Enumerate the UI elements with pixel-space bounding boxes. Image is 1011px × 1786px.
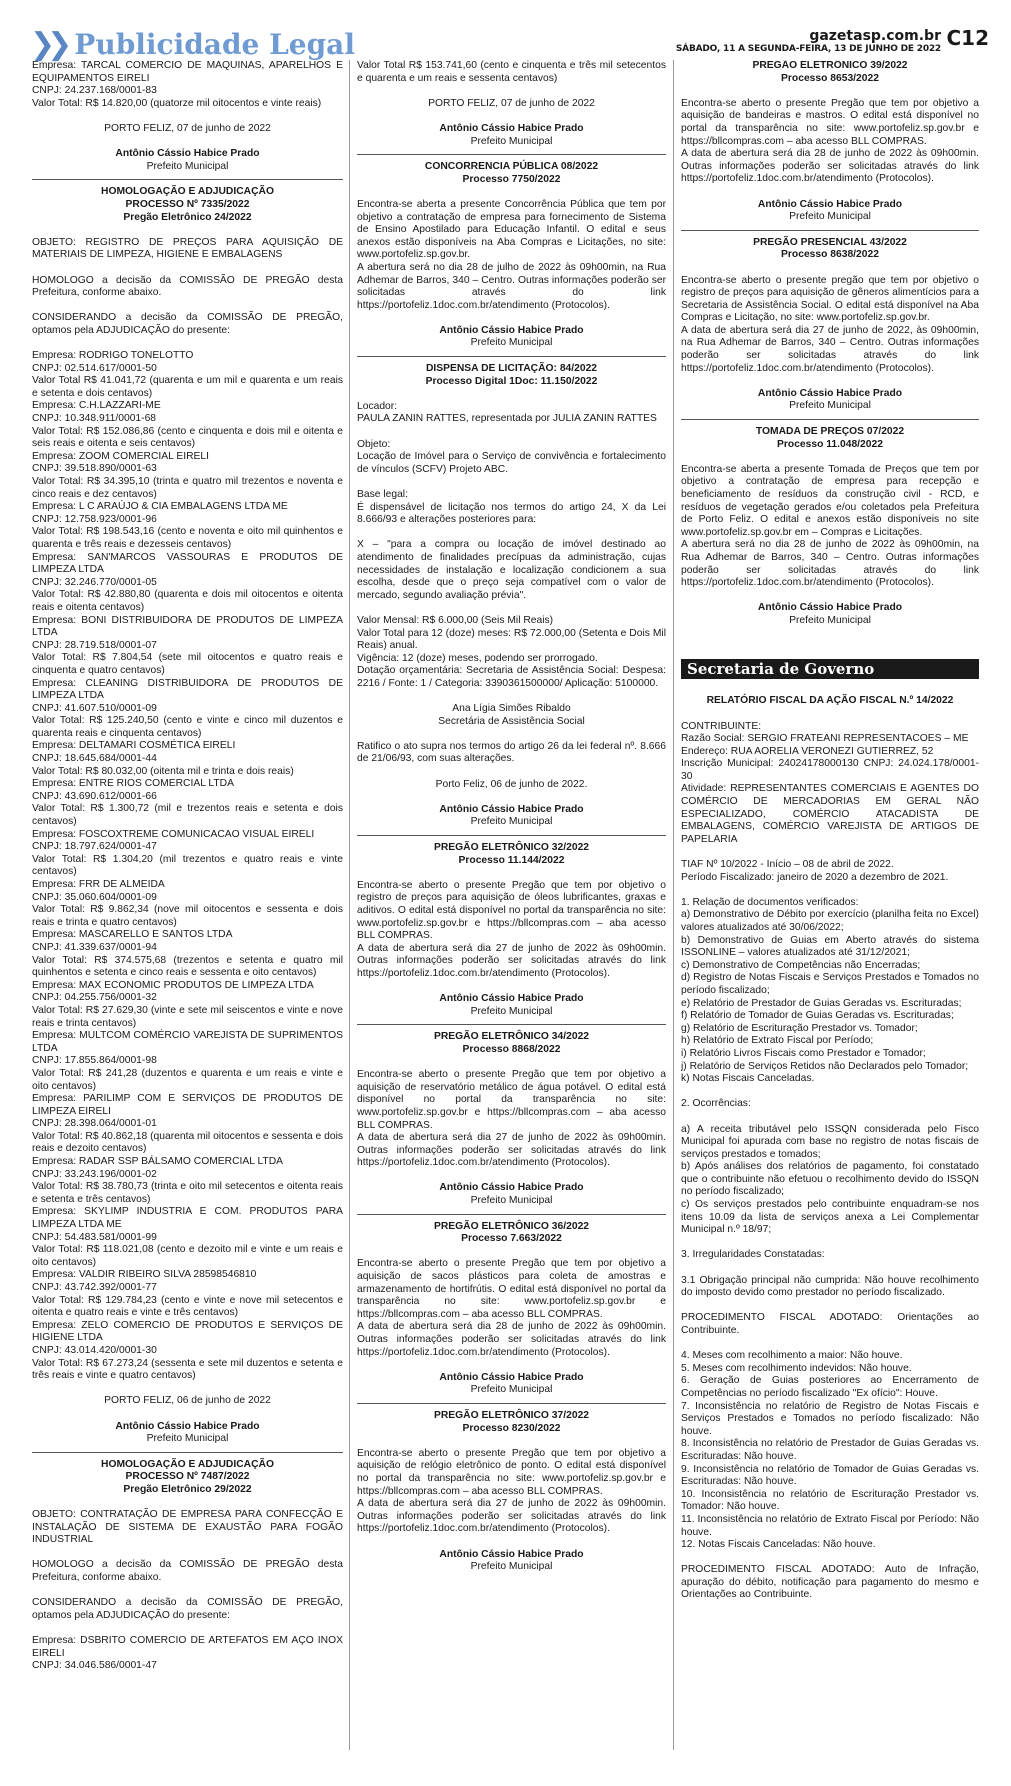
body-text: Valor Total: R$ 152.086,86 (cento e cinquenta e dois mil e oitenta e seis reais e oitenta e seis centavos) (32, 425, 343, 450)
body-text: A abertura será no dia 28 de julho de 2022 às 09h00min, na Rua Adhemar de Barros, 340 – Centro. Outras informações poderão ser solicitadas através do link https://portofeliz.1doc.com.br/atendimento (Protocolos). (357, 261, 666, 311)
body-text: Empresa: RADAR SSP BÁLSAMO COMERCIAL LTDA (32, 1156, 284, 1168)
centered-text: Prefeito Municipal (470, 816, 553, 828)
body-text: Encontra-se aberto o presente pregão que tem por objetivo o registro de preços para aquisição de gêneros alimentícios para a Secretaria de Assistência Social. O edital está disponível na Aba Compras e Licitação, no site: www.portofeliz.sp.gov.br. (681, 274, 979, 324)
body-text: h) Relatório de Extrato Fiscal por Período; (681, 1035, 874, 1047)
page-header (0, 0, 1011, 64)
body-text: f) Relatório de Tomador de Guias Geradas vs. Escrituradas; (681, 1010, 954, 1022)
spacer (357, 426, 666, 439)
spacer (357, 728, 666, 741)
spacer (357, 312, 666, 325)
body-text: 12. Notas Fiscais Canceladas: Não houve. (681, 1539, 876, 1551)
spacer (32, 110, 343, 123)
spacer (32, 1497, 343, 1510)
spacer (681, 262, 979, 275)
body-text: Valor Total: R$ 80.032,00 (oitenta mil e trinta e dois reais) (32, 765, 294, 777)
notice-heading: Antônio Cássio Habice Prado (115, 1420, 260, 1432)
body-text: HOMOLOGO a decisão da COMISSÃO DE PREGÃO desta Prefeitura, conforme abaixo. (32, 1559, 343, 1584)
notice-heading: Antônio Cássio Habice Prado (439, 993, 584, 1005)
notice-heading: PROCESSO Nº 7335/2022 (125, 198, 250, 210)
body-text: 5. Meses com recolhimento indevidos: Não houve. (681, 1362, 912, 1374)
body-text: 3.1 Obrigação principal não cumprida: Não houve recolhimento do imposto devido como prestador no período fiscalizado. (681, 1274, 979, 1299)
notice-heading: Antônio Cássio Habice Prado (757, 602, 903, 614)
notice-heading: Processo 11.048/2022 (777, 438, 883, 450)
notice-heading: PROCESSO Nº 7487/2022 (125, 1471, 250, 1483)
body-text: Valor Total: R$ 118.021,08 (cento e dezoito mil e vinte e um reais e oito centavos) (32, 1244, 343, 1268)
body-text: Valor Total: R$ 34.395,10 (trinta e quatro mil trezentos e noventa e cinco reais e dez centavos) (32, 476, 343, 500)
notice-heading: Processo 7.663/2022 (461, 1233, 562, 1245)
body-text: A data de abertura será dia 27 de junho de 2022, às 09h00min, na Rua Adhemar de Barros, 340 – Centro. Outras informações poderão ser solicitadas através do link https://portofeliz.1doc.com.br/atendimento (Protocolos). (681, 324, 979, 374)
centered-text: Prefeito Municipal (470, 337, 553, 349)
notice-heading: Processo 7750/2022 (462, 173, 561, 185)
body-text: 7. Inconsistência no relatório de Registro de Notas Fiscais e Serviços Prestados e Tomados no período fiscalizado: Não houve. (681, 1400, 979, 1437)
spacer (32, 337, 343, 350)
body-text: Empresa: DSBRITO COMERCIO DE ARTEFATOS EM AÇO INOX EIRELI (32, 1635, 343, 1659)
spacer (681, 708, 979, 721)
spacer (681, 375, 979, 388)
spacer (32, 1547, 343, 1560)
spacer (681, 451, 979, 464)
body-text: b) Demonstrativo de Guias em Aberto através do sistema ISSONLINE – valores atualizados até 31/12/2021; (681, 934, 979, 959)
spacer (357, 1536, 666, 1549)
spacer (357, 602, 666, 615)
body-text: Empresa: SKYLIMP INDUSTRIA E COM. PRODUTOS PARA LIMPEZA LTDA ME (32, 1206, 343, 1231)
spacer (681, 1111, 979, 1124)
body-text: CNPJ: 35.060.604/0001-09 (32, 891, 157, 903)
body-text: Valor Total: R$ 7.804,54 (sete mil oitocentos e quatro reais e cinquenta e quatro centavos) (32, 652, 343, 676)
centered-text: Prefeito Municipal (789, 211, 871, 223)
body-text: É dispensável de licitação nos termos do artigo 24, X da Lei 8.666/93 e alterações posteriores para: (357, 501, 666, 526)
centered-text: Prefeito Municipal (470, 1005, 553, 1017)
spacer (357, 1246, 666, 1259)
body-text: Vigência: 12 (doze) meses, podendo ser prorrogado. (357, 652, 598, 664)
body-text: Empresa: FRR DE ALMEIDA (32, 879, 165, 890)
body-text: A abertura será no dia 28 de junho de 2022 às 09h00min, na Rua Adhemar de Barros, 340 – Centro. Outras informações poderão ser solicitadas através do link https://portofeliz.1doc.com.br/atendimento (Protocolos). (681, 539, 979, 589)
spacer (681, 640, 979, 653)
body-text: TIAF Nº 10/2022 - Início – 08 de abril de 2022. (681, 859, 894, 871)
spacer (357, 1359, 666, 1372)
centered-text: Porto Feliz, 06 de junho de 2022. (435, 778, 588, 790)
centered-text: Secretária de Assistência Social (438, 715, 585, 727)
site-name: gazetasp.com.br (809, 28, 941, 44)
notice-heading: Antônio Cássio Habice Prado (439, 1548, 584, 1560)
body-text: 11. Inconsistência no relatório de Extrato Fiscal por Período: Não houve. (681, 1513, 979, 1538)
spacer (681, 1237, 979, 1250)
spacer (357, 186, 666, 199)
centered-text: Prefeito Municipal (789, 400, 871, 412)
spacer (357, 388, 666, 401)
notice-heading: Processo Digital 1Doc: 11.150/2022 (425, 375, 598, 387)
body-text: Valor Mensal: R$ 6.000,00 (Seis Mil Reais) (357, 614, 554, 626)
spacer (357, 476, 666, 489)
section-divider (32, 179, 343, 180)
notice-heading: Pregão Eletrônico 29/2022 (123, 1483, 252, 1495)
notice-heading: PREGÃO ELETRÔNICO 36/2022 (433, 1220, 590, 1232)
body-text: Empresa: MAX ECONOMIC PRODUTOS DE LIMPEZA LTDA (32, 979, 314, 991)
section-brand (30, 26, 355, 62)
body-text: Valor Total: R$ 1.300,72 (mil e trezentos reais e setenta e dois centavos) (32, 803, 343, 828)
notice-heading: RELATÓRIO FISCAL DA AÇÃO FISCAL N.º 14/2022 (706, 695, 954, 707)
body-text: Valor Total: R$ 374.575,68 (trezentos e setenta e quatro mil quinhentos e setenta e cinco reais e sessenta e oito centavos) (32, 954, 343, 979)
body-text: Empresa: C.H.LAZZARI-ME (32, 400, 161, 412)
body-text: 6. Geração de Guias posteriores ao Encerramento de Competências no período fiscalizado "Ex ofício": Houve. (681, 1375, 979, 1399)
body-text: Locador: (357, 400, 398, 412)
body-text: e) Relatório de Prestador de Guias Geradas vs. Escrituradas; (681, 997, 962, 1009)
spacer (357, 527, 666, 540)
body-text: Empresa: ZOOM COMERCIAL EIRELI (32, 450, 209, 462)
body-text: CNPJ: 43.014.420/0001-30 (32, 1344, 157, 1356)
body-text: CONSIDERANDO a decisão da COMISSÃO DE PREGÃO, optamos pela ADJUDICAÇÃO do presente: (32, 1597, 343, 1621)
spacer (32, 224, 343, 237)
centered-text: Ana Lígia Simões Ribaldo (452, 703, 571, 715)
centered-text: PORTO FELIZ, 07 de junho de 2022 (104, 122, 271, 134)
notice-heading: TOMADA DE PREÇOS 07/2022 (755, 426, 905, 438)
body-text: Encontra-se aberta a presente Concorrência Pública que tem por objetivo a contratação de empresa para fornecimento de Sistema de Ensino Apostilado para Educação Infantil. O edital e seus anexos estão disponíveis na Aba Compras e Licitações, no site: www.portofeliz.sp.gov.br. (357, 198, 666, 261)
body-text: d) Registro de Notas Fiscais e Serviços Prestados e Tomados no período fiscalizado; (681, 972, 979, 996)
body-text: CNPJ: 43.742.392/0001-77 (32, 1282, 157, 1293)
section-divider (32, 1452, 343, 1453)
notice-heading: PREGÃO ELETRÔNICO 37/2022 (433, 1409, 590, 1421)
spacer (681, 85, 979, 98)
body-text: CNPJ: 41.339.637/0001-94 (32, 941, 157, 953)
body-text: CNPJ: 18.645.684/0001-44 (32, 753, 157, 765)
body-text: i) Relatório Livros Fiscais como Prestador e Tomador; (681, 1047, 926, 1059)
spacer (681, 1300, 979, 1313)
body-text: CNPJ: 43.690.612/0001-66 (32, 790, 157, 802)
section-divider (357, 835, 666, 836)
spacer (357, 85, 666, 98)
body-text: Valor Total: R$ 129.784,23 (cento e vinte e nove mil setecentos e oitenta e quatro reais e vinte e três centavos) (32, 1294, 343, 1319)
body-text: CNPJ: 24.237.168/0001-83 (32, 85, 157, 97)
notice-heading: Processo 8868/2022 (462, 1043, 561, 1055)
body-text: Inscrição Municipal: 24024178000130 CNPJ: 24.024.178/0001-30 (681, 758, 979, 782)
body-text: Endereço: RUA AORELIA VERONEZI GUTIERREZ, 52 (681, 745, 934, 757)
centered-text: Prefeito Municipal (146, 1433, 229, 1445)
body-text: Empresa: ENTRE RIOS COMERCIAL LTDA (32, 778, 234, 790)
body-text: Valor Total: R$ 1.304,20 (mil trezentos e quatro reais e vinte centavos) (32, 853, 343, 878)
body-text: Valor Total: R$ 67.273,24 (sessenta e sete mil duzentos e setenta e três reais e vinte e quatro centavos) (32, 1357, 343, 1382)
body-text: A data de abertura será dia 27 de junho de 2022 às 09h00min. Outras informações poderão ser solicitadas através do link https://portofeliz.1doc.com.br/atendimento (Protocolos). (357, 1498, 666, 1535)
body-text: PROCEDIMENTO FISCAL ADOTADO: Auto de Infração, apuração do débito, notificação para pagamento do mesmo e Orientações ao Contribuinte. (681, 1564, 979, 1601)
body-text: CNPJ: 54.483.581/0001-99 (32, 1231, 157, 1243)
body-text: OBJETO: REGISTRO DE PREÇOS PARA AQUISIÇÃO DE MATERIAIS DE LIMPEZA, HIGIENE E EMBALAGENS (32, 236, 343, 261)
double-chevron-icon: ❯❯ (30, 26, 65, 62)
body-text: Empresa: PARILIMP COM E SERVIÇOS DE PRODUTOS DE LIMPEZA EIRELI (32, 1093, 343, 1117)
body-text: k) Notas Fiscais Canceladas. (681, 1073, 815, 1085)
body-text: 9. Inconsistência no relatório de Tomador de Guias Geradas vs. Escrituradas: Não houve. (681, 1463, 979, 1488)
spacer (357, 1170, 666, 1183)
body-text: Empresa: MULTCOM COMÉRCIO VAREJISTA DE SUPRIMENTOS LTDA (32, 1030, 343, 1054)
body-text: CNPJ: 28.398.064/0001-01 (32, 1118, 157, 1130)
spacer (357, 110, 666, 123)
spacer (681, 1338, 979, 1351)
body-text: Empresa: ZELO COMERCIO DE PRODUTOS E SERVIÇOS DE HIGIENE LTDA (32, 1319, 343, 1344)
spacer (357, 691, 666, 704)
body-text: CNPJ: 04.255.756/0001-32 (32, 992, 157, 1004)
body-text: Empresa: RODRIGO TONELOTTO (32, 350, 194, 362)
notice-heading: Antônio Cássio Habice Prado (115, 148, 260, 160)
notice-heading: Antônio Cássio Habice Prado (439, 803, 584, 815)
column-2 (357, 60, 666, 1782)
notice-heading: Antônio Cássio Habice Prado (757, 198, 903, 210)
body-text: Encontra-se aberto o presente Pregão que tem por objetivo a aquisição de sacos plásticos para coleta de amostras e armazenamento de hortifrútis. O edital está disponível no portal da transparência no site: www.portofeliz.sp.gov.br e https://bllcompras.com – aba acesso BLL COMPRAS. (357, 1258, 666, 1320)
column-divider (349, 60, 350, 1750)
body-text: CNPJ: 10.348.911/0001-68 (32, 413, 157, 425)
body-text: 2. Ocorrências: (681, 1098, 751, 1110)
body-text: Valor Total: R$ 40.862,18 (quarenta mil oitocentos e sessenta e dois reais e dezoito centavos) (32, 1130, 343, 1155)
notice-heading: Antônio Cássio Habice Prado (439, 1371, 584, 1383)
body-text: Período Fiscalizado: janeiro de 2020 a dezembro de 2021. (681, 871, 949, 883)
page-number: C12 (946, 26, 989, 50)
body-text: Locação de Imóvel para o Serviço de convivência e fortalecimento de vínculos (SCFV) Projeto ABC. (357, 451, 666, 475)
body-text: CNPJ: 33.243.196/0001-02 (32, 1168, 157, 1180)
body-text: Valor Total para 12 (doze) meses: R$ 72.000,00 (Setenta e Dois Mil Reais) anual. (357, 627, 666, 652)
body-text: Atividade: REPRESENTANTES COMERCIAIS E AGENTES DO COMÉRCIO DE MERCADORIAS EM GERAL NÃO ESPECIALIZADO, COMÉRCIO ATACADISTA DE EMBALAGENS, COMÉRCIO VAREJISTA DE ARTIGOS DE PAPELARIA (681, 783, 979, 845)
body-text: Valor Total: R$ 42.880,80 (quarenta e dois mil oitocentos e oitenta reais e oitenta centavos) (32, 589, 343, 613)
body-text: CNPJ: 34.046.586/0001-47 (32, 1660, 157, 1672)
body-text: PAULA ZANIN RATTES, representada por JULIA ZANIN RATTES (357, 413, 657, 425)
column-divider (673, 60, 674, 1750)
body-text: Empresa: MASCARELLO E SANTOS LTDA (32, 929, 233, 941)
body-text: CNPJ: 28.719.518/0001-07 (32, 639, 157, 651)
column-1 (32, 60, 343, 1782)
spacer (357, 1435, 666, 1448)
centered-text: Prefeito Municipal (470, 135, 553, 147)
notice-heading: PREGÃO ELETRÔNICO 34/2022 (433, 1031, 590, 1043)
centered-text: Prefeito Municipal (470, 1561, 553, 1573)
section-divider (357, 1024, 666, 1025)
notice-heading: Antônio Cássio Habice Prado (439, 1182, 584, 1194)
centered-text: PORTO FELIZ, 07 de junho de 2022 (428, 97, 595, 109)
spacer (32, 136, 343, 149)
body-text: Empresa: BONI DISTRIBUIDORA DE PRODUTOS DE LIMPEZA LTDA (32, 614, 343, 639)
body-text: CNPJ: 17.855.864/0001-98 (32, 1055, 157, 1067)
body-text: HOMOLOGO a decisão da COMISSÃO DE PREGÃO desta Prefeitura, conforme abaixo. (32, 274, 343, 299)
centered-text: Prefeito Municipal (146, 160, 229, 172)
body-text: Valor Total: R$ 9.862,34 (nove mil oitocentos e sessenta e dois reais e trinta e quatro centavos) (32, 904, 343, 928)
body-text: Encontra-se aberto o presente Pregão que tem por objetivo a aquisição de reservatório metálico de água potável. O edital está disponível no portal da transparência no site: www.portofeliz.sp.gov.br e https://bllcompras.com – aba acesso BLL COMPRAS. (357, 1069, 666, 1131)
spacer (681, 1086, 979, 1099)
body-text: a) A receita tributável pelo ISSQN considerada pelo Fisco Municipal foi apurada com base no registro de notas fiscais de serviços prestados e tomados; (681, 1123, 979, 1160)
issue-date: SÁBADO, 11 A SEGUNDA-FEIRA, 13 DE JUNHO DE 2022 (675, 44, 941, 54)
spacer (357, 981, 666, 994)
body-text: Dotação orçamentária: Secretaria de Assistência Social: Despesa: 2216 / Fonte: 1 / Categoria: 3390361500000/ Aplicação: 5100000. (357, 665, 666, 689)
body-text: CNPJ: 41.607.510/0001-09 (32, 702, 157, 714)
spacer (32, 300, 343, 313)
body-text: A data de abertura será dia 28 de junho de 2022 às 09h00min. Outras informações poderão ser solicitadas através do link https://portofeliz.1doc.com.br/atendimento (Protocolos). (357, 1321, 666, 1358)
body-text: CNPJ: 02.514.617/0001-50 (32, 362, 157, 374)
section-divider (681, 419, 979, 420)
body-text: j) Relatório de Serviços Retidos não Declarados pelo Tomador; (681, 1060, 969, 1072)
body-text: Empresa: FOSCOXTREME COMUNICACAO VISUAL EIRELI (32, 828, 315, 840)
body-text: Ratifico o ato supra nos termos do artigo 26 da lei federal nº. 8.666 de 21/06/93, com suas alterações. (357, 740, 666, 765)
spacer (357, 766, 666, 779)
body-text: A data de abertura será dia 27 de junho de 2022 às 09h00min. Outras informações poderão ser solicitadas através do link https://portofeliz.1doc.com.br/atendimento (Protocolos). (357, 942, 666, 979)
section-title: Publicidade Legal (74, 27, 355, 61)
body-text: CNPJ: 39.518.890/0001-63 (32, 463, 157, 475)
body-text: CONTRIBUINTE: (681, 720, 762, 732)
body-text: 10. Inconsistência no relatório de Escrituração Prestador vs. Tomador: Não houve. (681, 1488, 979, 1513)
body-text: Objeto: (357, 438, 391, 450)
body-text: Valor Total R$ 41.041,72 (quarenta e um mil e quarenta e um reais e setenta e dois centavos) (32, 375, 343, 399)
section-divider (357, 154, 666, 155)
spacer (32, 1383, 343, 1396)
body-text: A data de abertura será dia 27 de junho de 2022 às 09h00min. Outras informações poderão ser solicitadas através do link https://portofeliz.1doc.com.br/atendimento (Protocolos). (357, 1132, 666, 1169)
body-text: CONSIDERANDO a decisão da COMISSÃO DE PREGÃO, optamos pela ADJUDICAÇÃO do presente: (32, 312, 343, 336)
body-text: a) Demonstrativo de Débito por exercício (planilha feita no Excel) valores atualizados até 30/06/2022; (681, 909, 979, 933)
body-text: 3. Irregularidades Constatadas: (681, 1249, 825, 1261)
body-text: c) Os serviços prestados pelo contribuinte enquadram-se nos itens 10.09 da lista de serviços anexa a Lei Complementar Municipal n.º 18/97; (681, 1199, 979, 1236)
notice-heading: Processo 11.144/2022 (458, 854, 565, 866)
body-text: Valor Total R$ 153.741,60 (cento e cinquenta e três mil setecentos e quarenta e um reais e sessenta centavos) (357, 60, 666, 84)
body-text: PROCEDIMENTO FISCAL ADOTADO: Orientações ao Contribuinte. (681, 1312, 979, 1336)
body-text: b) Após análises dos relatórios de pagamento, foi constatado que o contribuinte não efetuou o recolhimento devido do ISSQN no período fiscalizado; (681, 1161, 979, 1198)
spacer (681, 186, 979, 199)
body-text: CNPJ: 12.758.923/0001-96 (32, 513, 157, 525)
notice-heading: Processo 8230/2022 (462, 1422, 561, 1434)
body-text: 8. Inconsistência no relatório de Prestador de Guias Geradas vs. Escrituradas: Não houve. (681, 1438, 979, 1462)
notice-heading: HOMOLOGAÇÃO E ADJUDICAÇÃO (101, 1458, 274, 1470)
column-3 (681, 60, 979, 1782)
notice-heading: Pregão Eletrônico 24/2022 (123, 211, 252, 223)
body-text: Empresa: DELTAMARI COSMÉTICA EIRELI (32, 740, 236, 752)
body-text: 4. Meses com recolhimento a maior: Não houve. (681, 1350, 903, 1362)
notice-heading: Antônio Cássio Habice Prado (439, 122, 584, 134)
spacer (681, 628, 979, 641)
notice-heading: Processo 8653/2022 (781, 72, 879, 84)
body-text: Encontra-se aberto o presente Pregão que tem por objetivo a aquisição de bandeiras e mastros. O edital está disponível no portal da transparência no site: www.portofeliz.sp.gov.br e https://bllcompras.com – aba acesso BLL COMPRAS. (681, 97, 979, 147)
spacer (681, 846, 979, 859)
centered-text: Prefeito Municipal (470, 1195, 553, 1207)
body-text: Razão Social: SERGIO FRATEANI REPRESENTACOES – ME (681, 733, 969, 745)
body-text: Valor Total: R$ 14.820,00 (quatorze mil oitocentos e vinte reais) (32, 97, 322, 109)
spacer (681, 884, 979, 897)
centered-text: Prefeito Municipal (789, 614, 871, 626)
spacer (357, 1057, 666, 1070)
notice-heading: Antônio Cássio Habice Prado (439, 324, 584, 336)
spacer (681, 1552, 979, 1565)
notice-heading: CONCORRENCIA PÚBLICA 08/2022 (424, 161, 599, 173)
section-banner: Secretaria de Governo (681, 659, 979, 680)
notice-heading: HOMOLOGAÇÃO E ADJUDICAÇÃO (101, 186, 274, 198)
body-text: Valor Total: R$ 38.780,73 (trinta e oito mil setecentos e oitenta reais e setenta e três centavos) (32, 1181, 343, 1205)
body-text: g) Relatório de Escrituração Prestador vs. Tomador; (681, 1022, 918, 1034)
notice-heading: PREGÃO ELETRÔNICO 39/2022 (752, 60, 908, 71)
spacer (32, 262, 343, 275)
body-text: Empresa: VALDIR RIBEIRO SILVA 28598546810 (32, 1269, 257, 1281)
body-text: Encontra-se aberto o presente Pregão que tem por objetivo o registro de preços para aquisição de óleos lubrificantes, graxas e aditivos. O edital está disponível no portal da transparência no site: www.portofeliz.sp.gov.br e https://bllcompras.com – aba acesso BLL COMPRAS. (357, 879, 666, 942)
body-text: A data de abertura será dia 28 de junho de 2022 às 09h00min. Outras informações poderão ser solicitadas através do link https://portofeliz.1doc.com.br/atendimento (Protocolos). (681, 148, 979, 185)
section-divider (357, 1214, 666, 1215)
body-text: Encontra-se aberto o presente Pregão que tem por objetivo a aquisição de relógio eletrônico de ponto. O edital está disponível no portal da transparência no site: www.portofeliz.sp.gov.br e https://bllcompras.com – aba acesso BLL COMPRAS. (357, 1447, 666, 1497)
body-text: Empresa: L C ARAÚJO & CIA EMBALAGENS LTDA ME (32, 501, 288, 513)
notice-heading: Processo 8638/2022 (781, 249, 879, 261)
spacer (32, 1408, 343, 1421)
body-text: X – "para a compra ou locação de imóvel destinado ao atendimento de finalidades precípuas da administração, cujas necessidades de instalação e localização condicionem a sua escolha, desde que o preço seja compatível com o valor de mercado, segundo avaliação prévia". (357, 539, 666, 601)
notice-heading: Antônio Cássio Habice Prado (757, 387, 903, 399)
spacer (32, 1585, 343, 1598)
section-divider (357, 1403, 666, 1404)
notice-heading: PREGÃO ELETRÔNICO 32/2022 (433, 842, 590, 854)
body-text: Valor Total: R$ 198.543,16 (cento e noventa e oito mil quinhentos e quarenta e três reais e dezesseis centavos) (32, 526, 343, 550)
body-text: Base legal: (357, 489, 408, 500)
spacer (357, 867, 666, 880)
body-text: Valor Total: R$ 241,28 (duzentos e quarenta e um reais e vinte e oito centavos) (32, 1067, 343, 1092)
centered-text: Prefeito Municipal (470, 1384, 553, 1396)
spacer (681, 590, 979, 603)
body-text: Encontra-se aberta a presente Tomada de Preços que tem por objetivo a contratação de empresa para recepção e beneficiamento de resíduos da construção civil - RCD, e resíduos de vegetação gerados e/ou coletados pela Prefeitura de Porto Feliz. O edital e anexos estão disponíveis no site www.portofeliz.sp.gov.br em – Compras e Licitações. (681, 463, 979, 538)
body-text: CNPJ: 32.246.770/0001-05 (32, 576, 157, 588)
body-text: OBJETO: CONTRATAÇÃO DE EMPRESA PARA CONFECÇÃO E INSTALAÇÃO DE SISTEMA DE EXAUSTÃO PARA FOGÃO INDUSTRIAL (32, 1509, 343, 1546)
body-text: 1. Relação de documentos verificados: (681, 896, 859, 908)
spacer (681, 1262, 979, 1275)
body-text: Valor Total: R$ 27.629,30 (vinte e sete mil seiscentos e vinte e nove reais e trinta centavos) (32, 1004, 343, 1029)
body-text: Valor Total: R$ 125.240,50 (cento e vinte e cinco mil duzentos e quarenta reais e cinquenta centavos) (32, 715, 343, 739)
body-text: Empresa: TARCAL COMERCIO DE MAQUINAS, APARELHOS E EQUIPAMENTOS EIRELI (32, 60, 343, 84)
spacer (32, 1622, 343, 1635)
body-text: c) Demonstrativo de Competências não Encerradas; (681, 959, 921, 971)
section-divider (681, 230, 979, 231)
section-divider (357, 356, 666, 357)
notice-heading: DISPENSA DE LICITAÇÃO: 84/2022 (425, 363, 598, 375)
body-text: CNPJ: 18.797.624/0001-47 (32, 841, 157, 853)
body-text: Empresa: SAN'MARCOS VASSOURAS E PRODUTOS DE LIMPEZA LTDA (32, 551, 343, 576)
centered-text: PORTO FELIZ, 06 de junho de 2022 (104, 1395, 271, 1407)
spacer (357, 791, 666, 804)
body-text: Empresa: CLEANING DISTRIBUIDORA DE PRODUTOS DE LIMPEZA LTDA (32, 677, 343, 702)
notice-heading: PREGÃO PRESENCIAL 43/2022 (753, 236, 907, 248)
